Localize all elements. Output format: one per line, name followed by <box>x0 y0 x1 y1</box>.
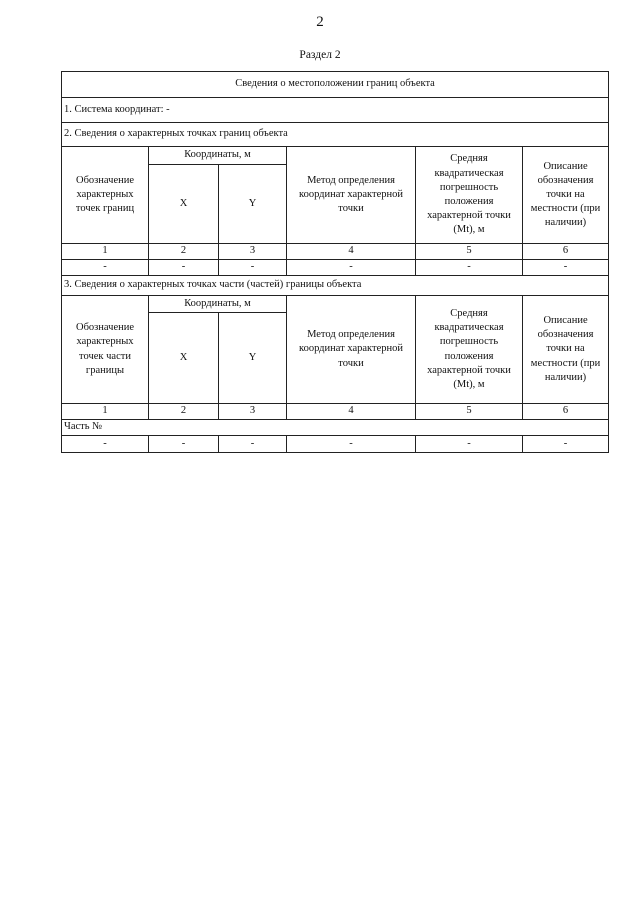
part2-num-cell: 1 <box>62 404 149 420</box>
part1-data-cell: - <box>149 260 219 276</box>
part1-data-cell: - <box>219 260 287 276</box>
part2-data-cell: - <box>149 436 219 453</box>
part1-heading: 2. Сведения о характерных точках границ объекта <box>62 123 609 147</box>
part2-col-x: X <box>149 313 219 404</box>
part2-num-cell: 6 <box>523 404 609 420</box>
part2-heading: 3. Сведения о характерных точках части (частей) границы объекта <box>62 276 609 296</box>
part2-col-method: Метод определения координат характерной точки <box>287 296 416 404</box>
part1-data-row <box>62 260 609 276</box>
part1-num-cell: 5 <box>416 244 523 260</box>
part2-data-cell: - <box>416 436 523 453</box>
part2-col-y: Y <box>219 313 287 404</box>
part2-data-cell: - <box>62 436 149 453</box>
part1-col-designation: Обозначение характерных точек границ <box>62 147 149 244</box>
part1-col-coords: Координаты, м <box>149 147 287 165</box>
section-title: Раздел 2 <box>299 49 341 61</box>
table-title-row <box>62 72 609 98</box>
part2-data-row <box>62 436 609 453</box>
part1-col-x: X <box>149 165 219 244</box>
part2-num-cell: 3 <box>219 404 287 420</box>
part1-data-cell: - <box>416 260 523 276</box>
part1-num-cell: 4 <box>287 244 416 260</box>
part2-col-description: Описание обозначения точки на местности (при наличии) <box>523 296 609 404</box>
part2-numbers-row <box>62 404 609 420</box>
part2-num-cell: 2 <box>149 404 219 420</box>
part1-header-row-1 <box>62 147 609 165</box>
coordinate-system: 1. Система координат: - <box>62 98 609 123</box>
part2-part-label-row <box>62 420 609 436</box>
part2-data-cell: - <box>287 436 416 453</box>
part1-numbers-row <box>62 244 609 260</box>
part2-header-row-1 <box>62 296 609 313</box>
part2-data-cell: - <box>523 436 609 453</box>
part1-num-cell: 1 <box>62 244 149 260</box>
part1-heading-row <box>62 123 609 147</box>
part2-num-cell: 4 <box>287 404 416 420</box>
coordinate-system-row <box>62 98 609 123</box>
part2-col-error: Средняя квадратическая погрешность положения характерной точки (Mt), м <box>416 296 523 404</box>
part1-data-cell: - <box>523 260 609 276</box>
part1-col-description: Описание обозначения точки на местности (при наличии) <box>523 147 609 244</box>
part1-col-error: Средняя квадратическая погрешность положения характерной точки (Mt), м <box>416 147 523 244</box>
part2-col-designation: Обозначение характерных точек части границы <box>62 296 149 404</box>
part1-col-method: Метод определения координат характерной точки <box>287 147 416 244</box>
page-number: 2 <box>316 14 324 30</box>
part1-num-cell: 3 <box>219 244 287 260</box>
boundaries-table <box>61 71 609 453</box>
part1-num-cell: 6 <box>523 244 609 260</box>
part1-num-cell: 2 <box>149 244 219 260</box>
part2-part-label: Часть № <box>62 420 609 436</box>
part1-col-y: Y <box>219 165 287 244</box>
part1-data-cell: - <box>287 260 416 276</box>
part2-col-coords: Координаты, м <box>149 296 287 313</box>
part2-data-cell: - <box>219 436 287 453</box>
part1-data-cell: - <box>62 260 149 276</box>
part2-num-cell: 5 <box>416 404 523 420</box>
table-title: Сведения о местоположении границ объекта <box>62 72 609 98</box>
part2-heading-row <box>62 276 609 296</box>
